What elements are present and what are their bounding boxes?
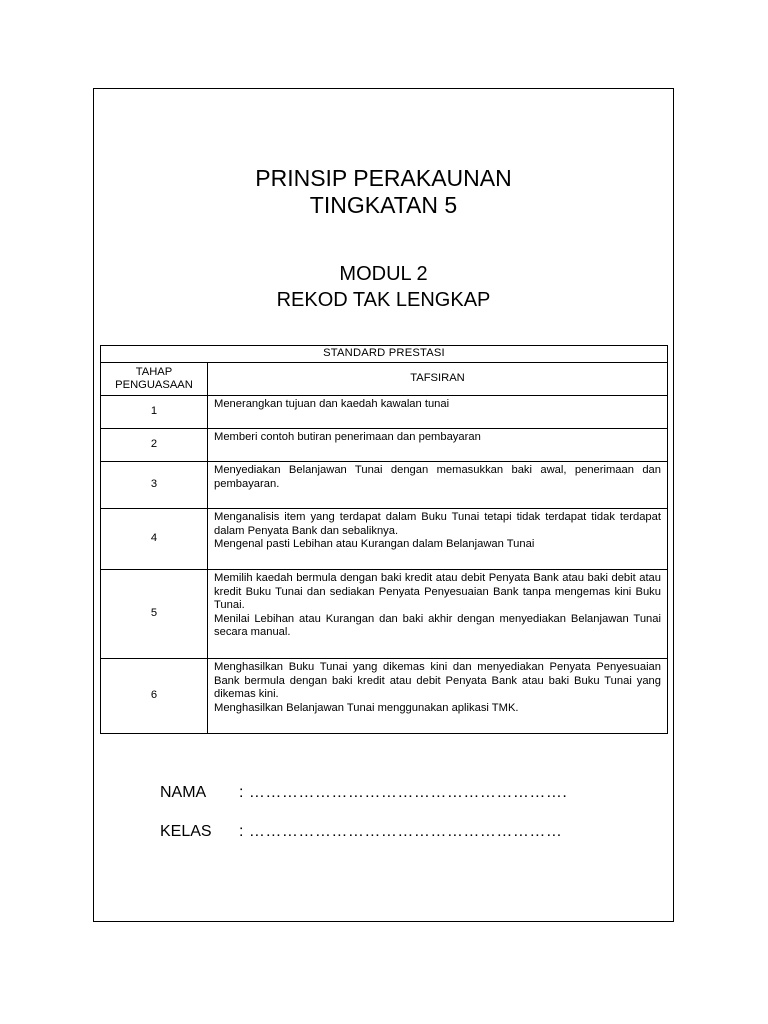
document-frame [93, 88, 674, 922]
desc-text: Mengenal pasti Lebihan atau Kurangan dalam Belanjawan Tunai [214, 538, 535, 550]
level-cell: 1 [101, 396, 208, 429]
table-row [101, 429, 668, 462]
class-label: KELAS [160, 823, 212, 840]
col-header-desc: TAFSIRAN [208, 363, 668, 396]
level-cell: 6 [101, 659, 208, 734]
col-header-level [101, 363, 208, 396]
col-header-level-line-2: PENGUASAAN [115, 379, 193, 391]
desc-cell [208, 509, 668, 570]
desc-text: Menghasilkan Buku Tunai yang dikemas kini dan menyediakan Penyata Penyesuaian Bank bermula dengan baki kredit atau debit Penyata Bank atau baki Buku Tunai yang dikemas kini. [214, 661, 661, 700]
module-line-2: REKOD TAK LENGKAP [276, 289, 491, 311]
document-title [94, 165, 673, 219]
desc-text: Menyediakan Belanjawan Tunai dengan memasukkan baki awal, penerimaan dan pembayaran. [214, 464, 661, 490]
class-blank[interactable]: : ………………………………………………… [239, 823, 563, 840]
module-line-1: MODUL 2 [339, 263, 428, 285]
standard-prestasi-table [100, 345, 668, 734]
table-title: STANDARD PRESTASI [101, 346, 668, 363]
name-field[interactable] [160, 784, 567, 802]
table-row [101, 462, 668, 509]
desc-text: Menilai Lebihan atau Kurangan dan baki akhir dengan menyediakan Belanjawan Tunai secara manual. [214, 612, 661, 638]
desc-cell [208, 462, 668, 509]
desc-cell [208, 429, 668, 462]
level-cell: 2 [101, 429, 208, 462]
name-label: NAMA [160, 784, 207, 801]
level-cell: 5 [101, 570, 208, 659]
desc-text: Menerangkan tujuan dan kaedah kawalan tunai [214, 398, 450, 410]
desc-text: Memberi contoh butiran penerimaan dan pembayaran [214, 431, 481, 443]
table-row [101, 396, 668, 429]
level-cell: 3 [101, 462, 208, 509]
desc-text: Memilih kaedah bermula dengan baki kredit atau debit Penyata Bank atau baki debit atau kredit Buku Tunai dan sediakan Penyata Penyesuaian Bank tanpa mengemas kini Buku Tunai. [214, 572, 661, 611]
desc-text: Menghasilkan Belanjawan Tunai menggunakan aplikasi TMK. [214, 701, 519, 714]
level-cell: 4 [101, 509, 208, 570]
class-field[interactable] [160, 823, 562, 841]
desc-cell [208, 659, 668, 734]
col-header-level-line-1: TAHAP [135, 365, 173, 378]
table-row [101, 570, 668, 659]
name-blank[interactable]: : …………………………………………………. [239, 784, 568, 801]
table-row [101, 659, 668, 734]
module-title [94, 261, 673, 313]
desc-text: Menganalisis item yang terdapat dalam Buku Tunai tetapi tidak terdapat tidak terdapat dalam Penyata Bank dan sebaliknya. [214, 511, 661, 537]
title-line-2: TINGKATAN 5 [309, 192, 458, 218]
table-row [101, 509, 668, 570]
desc-cell [208, 396, 668, 429]
desc-cell [208, 570, 668, 659]
title-line-1: PRINSIP PERAKAUNAN [255, 165, 512, 191]
